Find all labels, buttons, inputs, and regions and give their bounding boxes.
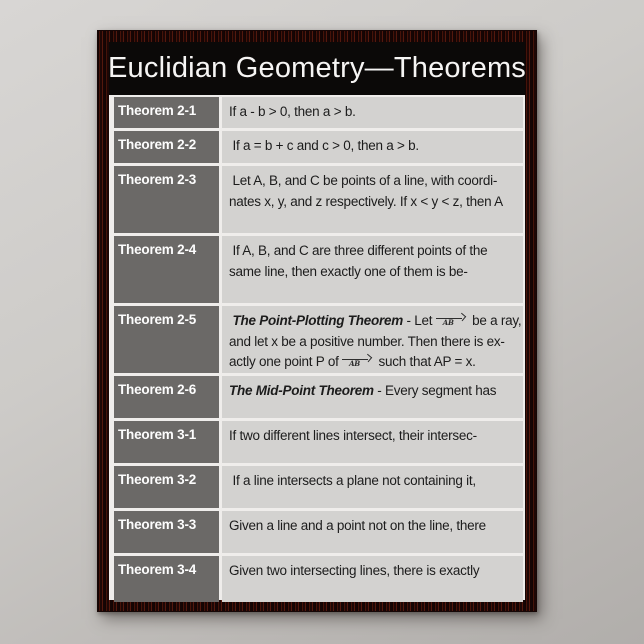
text-segment: If a line intersects a plane not containing it, (229, 473, 476, 488)
theorem-label-cell: Theorem 2-6 (114, 376, 219, 418)
table-row (114, 511, 523, 553)
theorem-content-cell (222, 131, 523, 163)
text-segment: nates x, y, and z respectively. If x < y < z, then A (229, 193, 503, 209)
content-line (229, 102, 523, 123)
table-row (114, 466, 523, 508)
text-segment: Given two intersecting lines, there is exactly (229, 563, 480, 578)
table-row (114, 131, 523, 163)
content-line (229, 241, 523, 262)
content-line (229, 352, 523, 373)
theorem-content-cell (222, 376, 523, 418)
theorem-label-cell: Theorem 3-4 (114, 556, 219, 602)
text-segment: same line, then exactly one of them is be- (229, 263, 468, 279)
content-line (229, 192, 523, 213)
poster-title-band (109, 42, 525, 95)
text-segment: Let A, B, and C be points of a line, with coordi- (229, 173, 498, 188)
theorem-label-cell: Theorem 2-4 (114, 236, 219, 303)
theorem-label-cell: Theorem 2-3 (114, 166, 219, 233)
content-line (229, 171, 523, 192)
text-segment: The Point-Plotting Theorem (232, 313, 404, 328)
text-segment: such that AP = x. (374, 354, 476, 369)
table-row (114, 306, 523, 373)
poster-inner (109, 42, 525, 600)
content-line (229, 311, 523, 332)
text-segment: If A, B, and C are three different points of the (229, 243, 488, 258)
table-row (114, 236, 523, 303)
poster-title: Euclidian Geometry—Theorems (108, 52, 526, 84)
table-row (114, 166, 523, 233)
text-segment: actly one point P of (229, 354, 343, 369)
table-row (114, 97, 523, 128)
content-line (229, 381, 523, 402)
text-segment: and let x be a positive number. Then there is ex- (229, 333, 505, 349)
theorem-content-cell (222, 236, 523, 303)
theorem-content-cell (222, 306, 523, 373)
text-segment: If a = b + c and c > 0, then a > b. (229, 138, 419, 153)
content-line (229, 516, 523, 537)
text-segment: - Let (403, 313, 436, 328)
table-row (114, 376, 523, 418)
theorem-content-cell (222, 97, 523, 128)
table-row (114, 421, 523, 463)
theorem-label-cell: Theorem 2-5 (114, 306, 219, 373)
theorem-content-cell (222, 421, 523, 463)
text-segment: be a ray, (468, 313, 522, 328)
theorem-label-cell: Theorem 3-1 (114, 421, 219, 463)
content-line (229, 136, 523, 157)
geometry-theorems-poster (97, 30, 537, 612)
theorem-label-cell: Theorem 3-2 (114, 466, 219, 508)
theorem-content-cell (222, 556, 523, 602)
text-segment: Given a line and a point not on the line, there (229, 518, 486, 533)
text-segment: The Mid-Point Theorem (229, 383, 374, 398)
ray-arrow-notation: AB (342, 356, 375, 368)
content-line (229, 262, 523, 283)
text-segment: If a - b > 0, then a > b. (229, 104, 356, 119)
theorems-table (109, 95, 525, 605)
content-line (229, 471, 523, 492)
content-line (229, 561, 523, 582)
theorem-label-cell: Theorem 2-1 (114, 97, 219, 128)
content-line (229, 332, 523, 353)
content-line (229, 426, 523, 447)
theorem-label-cell: Theorem 3-3 (114, 511, 219, 553)
table-row (114, 556, 523, 602)
ray-arrow-notation: AB (436, 315, 469, 327)
text-segment: - Every segment has (373, 383, 497, 398)
theorem-content-cell (222, 466, 523, 508)
theorem-content-cell (222, 166, 523, 233)
theorem-content-cell (222, 511, 523, 553)
theorem-label-cell: Theorem 2-2 (114, 131, 219, 163)
text-segment: If two different lines intersect, their intersec- (229, 428, 477, 443)
